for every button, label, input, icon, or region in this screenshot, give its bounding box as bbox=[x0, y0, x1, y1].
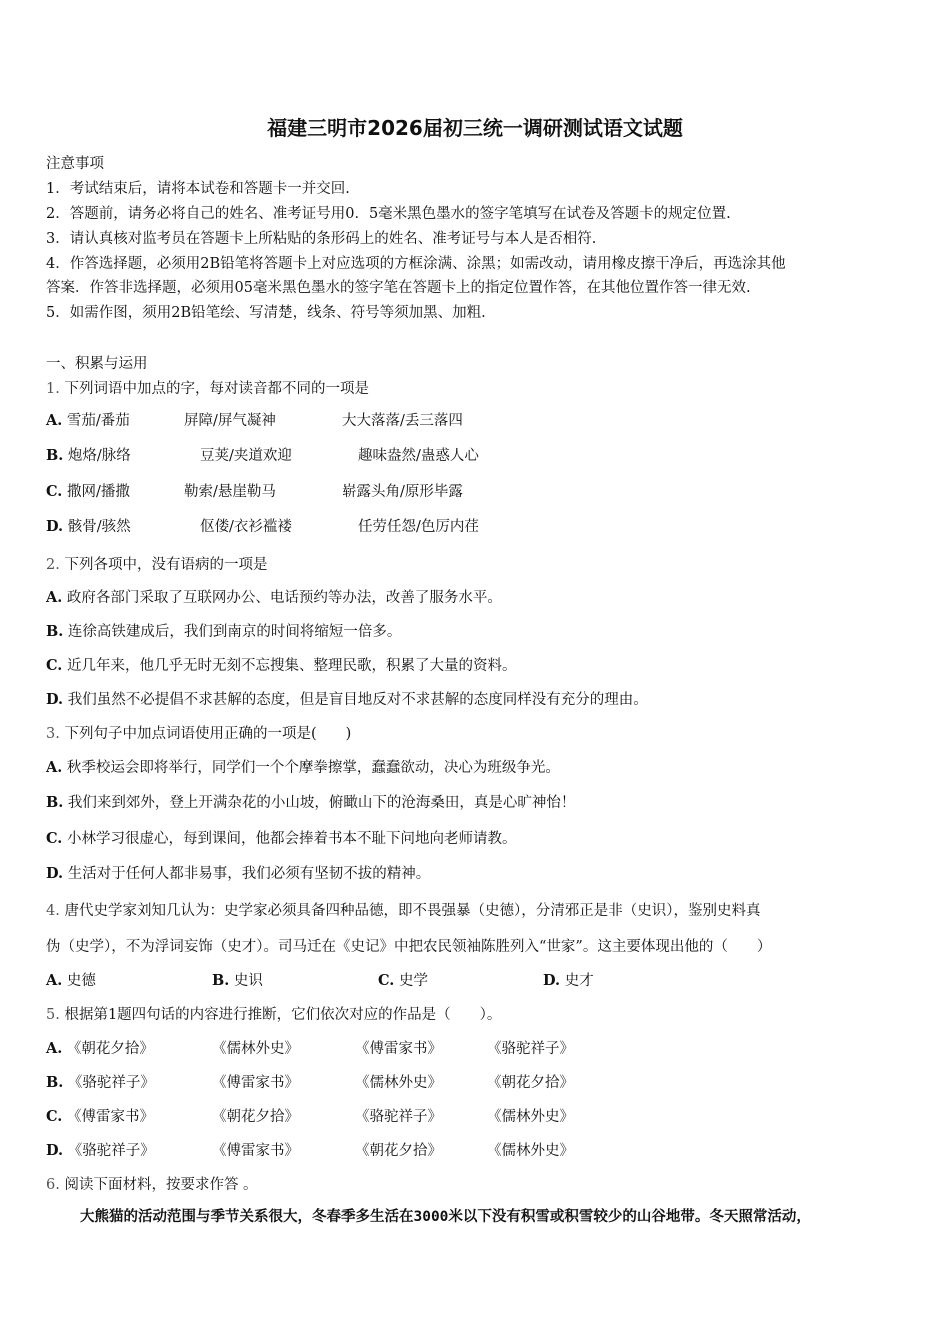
q1-option-a: A. 雪茄/番茄 bbox=[46, 412, 130, 429]
option-text: 屏障/屏气凝神 bbox=[184, 413, 276, 429]
q4-option-c: C. 史学 bbox=[378, 972, 428, 989]
option-text: 任劳任怨/色厉内荏 bbox=[358, 519, 479, 535]
q3-option-b: B. 我们来到郊外，登上开满杂花的小山坡，俯瞰山下的沧海桑田，真是心旷神怡！ bbox=[46, 794, 576, 811]
q4-option-d: D. 史才 bbox=[543, 972, 594, 989]
question-stem: 根据第1题四句话的内容进行推断，它们依次对应的作品是（ ）。 bbox=[64, 1007, 502, 1023]
notice-item: 答案．作答非选择题，必须用05毫米黑色墨水的签字笔在答题卡上的指定位置作答，在其他位置作答一律无效. bbox=[46, 280, 751, 296]
option-text: 《朝花夕拾》 bbox=[355, 1143, 442, 1159]
notice-item: 2．答题前，请务必将自己的姓名、准考证号用0．5毫米黑色墨水的签字笔填写在试卷及答题卡的规定位置. bbox=[46, 206, 731, 222]
question-number: 1. bbox=[46, 381, 60, 397]
q4-option-b: B. 史识 bbox=[212, 972, 263, 989]
q5-option-b: B. 《骆驼祥子》 bbox=[46, 1074, 155, 1091]
option-text: 《儒林外史》 bbox=[487, 1109, 574, 1125]
q5-option-d: D. 《骆驼祥子》 bbox=[46, 1142, 155, 1159]
page-title: 福建三明市2026届初三统一调研测试语文试题 bbox=[267, 116, 683, 140]
q5-option-c: C. 《傅雷家书》 bbox=[46, 1108, 154, 1125]
q2-option-d: D. 我们虽然不必提倡不求甚解的态度，但是盲目地反对不求甚解的态度同样没有充分的理由。 bbox=[46, 691, 648, 708]
option-text: 《傅雷家书》 bbox=[355, 1041, 442, 1057]
option-text: 《朝花夕拾》 bbox=[487, 1075, 574, 1091]
question-number: 3. bbox=[46, 726, 60, 742]
question-2 bbox=[46, 553, 267, 574]
option-text: 勒索/悬崖勒马 bbox=[184, 484, 276, 500]
option-text: 《儒林外史》 bbox=[212, 1041, 299, 1057]
option-text: 《傅雷家书》 bbox=[212, 1075, 299, 1091]
option-text: 伛偻/衣衫褴褛 bbox=[200, 519, 292, 535]
question-stem: 阅读下面材料，按要求作答 。 bbox=[64, 1177, 258, 1193]
question-stem-cont: 伪（史学），不为浮词妄饰（史才）。司马迁在《史记》中把农民领袖陈胜列入“世家”。这主要体现出他的（ ） bbox=[46, 939, 772, 955]
question-stem: 下列词语中加点的字，每对读音都不同的一项是 bbox=[64, 381, 369, 397]
option-text: 《骆驼祥子》 bbox=[355, 1109, 442, 1125]
question-number: 2. bbox=[46, 557, 60, 573]
option-text: 崭露头角/原形毕露 bbox=[342, 484, 463, 500]
q5-option-a: A. 《朝花夕拾》 bbox=[46, 1040, 154, 1057]
option-text: 大大落落/丢三落四 bbox=[342, 413, 463, 429]
option-text: 《儒林外史》 bbox=[487, 1143, 574, 1159]
q1-option-b: B. 炮烙/脉络 bbox=[46, 447, 131, 464]
reading-passage: 大熊猫的活动范围与季节关系很大，冬春季多生活在3000米以下没有积雪或积雪较少的山谷地带。冬天照常活动， bbox=[80, 1209, 811, 1225]
notice-item: 1．考试结束后，请将本试卷和答题卡一并交回. bbox=[46, 181, 350, 197]
option-text: 《骆驼祥子》 bbox=[487, 1041, 574, 1057]
option-text: 《儒林外史》 bbox=[355, 1075, 442, 1091]
question-number: 5. bbox=[46, 1007, 60, 1023]
question-stem: 下列句子中加点词语使用正确的一项是( ) bbox=[64, 726, 352, 742]
question-5 bbox=[46, 1003, 501, 1024]
notice-item: 4．作答选择题，必须用2B铅笔将答题卡上对应选项的方框涂满、涂黑；如需改动，请用橡皮擦干净后，再选涂其他 bbox=[46, 256, 786, 272]
question-stem: 下列各项中，没有语病的一项是 bbox=[64, 557, 268, 573]
notice-item: 5．如需作图，须用2B铅笔绘、写清楚，线条、符号等须加黑、加粗. bbox=[46, 305, 486, 321]
q4-option-a: A. 史德 bbox=[46, 972, 96, 989]
question-number: 4. bbox=[46, 903, 60, 919]
q3-option-a: A. 秋季校运会即将举行，同学们一个个摩拳擦掌，蠢蠢欲动，决心为班级争光。 bbox=[46, 759, 560, 776]
q1-option-d: D. 骸骨/骇然 bbox=[46, 518, 131, 535]
question-3 bbox=[46, 722, 351, 743]
option-text: 趣味盎然/蛊惑人心 bbox=[358, 448, 479, 464]
q3-option-d: D. 生活对于任何人都非易事，我们必须有坚韧不拔的精神。 bbox=[46, 865, 431, 882]
option-text: 《傅雷家书》 bbox=[212, 1143, 299, 1159]
option-text: 《朝花夕拾》 bbox=[212, 1109, 299, 1125]
q2-option-a: A. 政府各部门采取了互联网办公、电话预约等办法，改善了服务水平。 bbox=[46, 589, 502, 606]
section-heading: 一、积累与运用 bbox=[46, 356, 148, 372]
question-stem: 唐代史学家刘知几认为：史学家必须具备四种品德，即不畏强暴（史德），分清邪正是非（史识），鉴别史料真 bbox=[64, 903, 761, 919]
question-1 bbox=[46, 377, 369, 398]
q2-option-c: C. 近几年来，他几乎无时无刻不忘搜集、整理民歌，积累了大量的资料。 bbox=[46, 657, 517, 674]
q2-option-b: B. 连徐高铁建成后，我们到南京的时间将缩短一倍多。 bbox=[46, 623, 402, 640]
q3-option-c: C. 小林学习很虚心，每到课间，他都会捧着书本不耻下问地向老师请教。 bbox=[46, 830, 517, 847]
option-text: 豆荚/夹道欢迎 bbox=[200, 448, 292, 464]
question-6 bbox=[46, 1173, 258, 1194]
notice-item: 3．请认真核对监考员在答题卡上所粘贴的条形码上的姓名、准考证号与本人是否相符. bbox=[46, 231, 597, 247]
question-4 bbox=[46, 899, 760, 920]
q1-option-c: C. 撒网/播撒 bbox=[46, 483, 130, 500]
notice-heading: 注意事项 bbox=[46, 156, 104, 172]
question-number: 6. bbox=[46, 1177, 60, 1193]
